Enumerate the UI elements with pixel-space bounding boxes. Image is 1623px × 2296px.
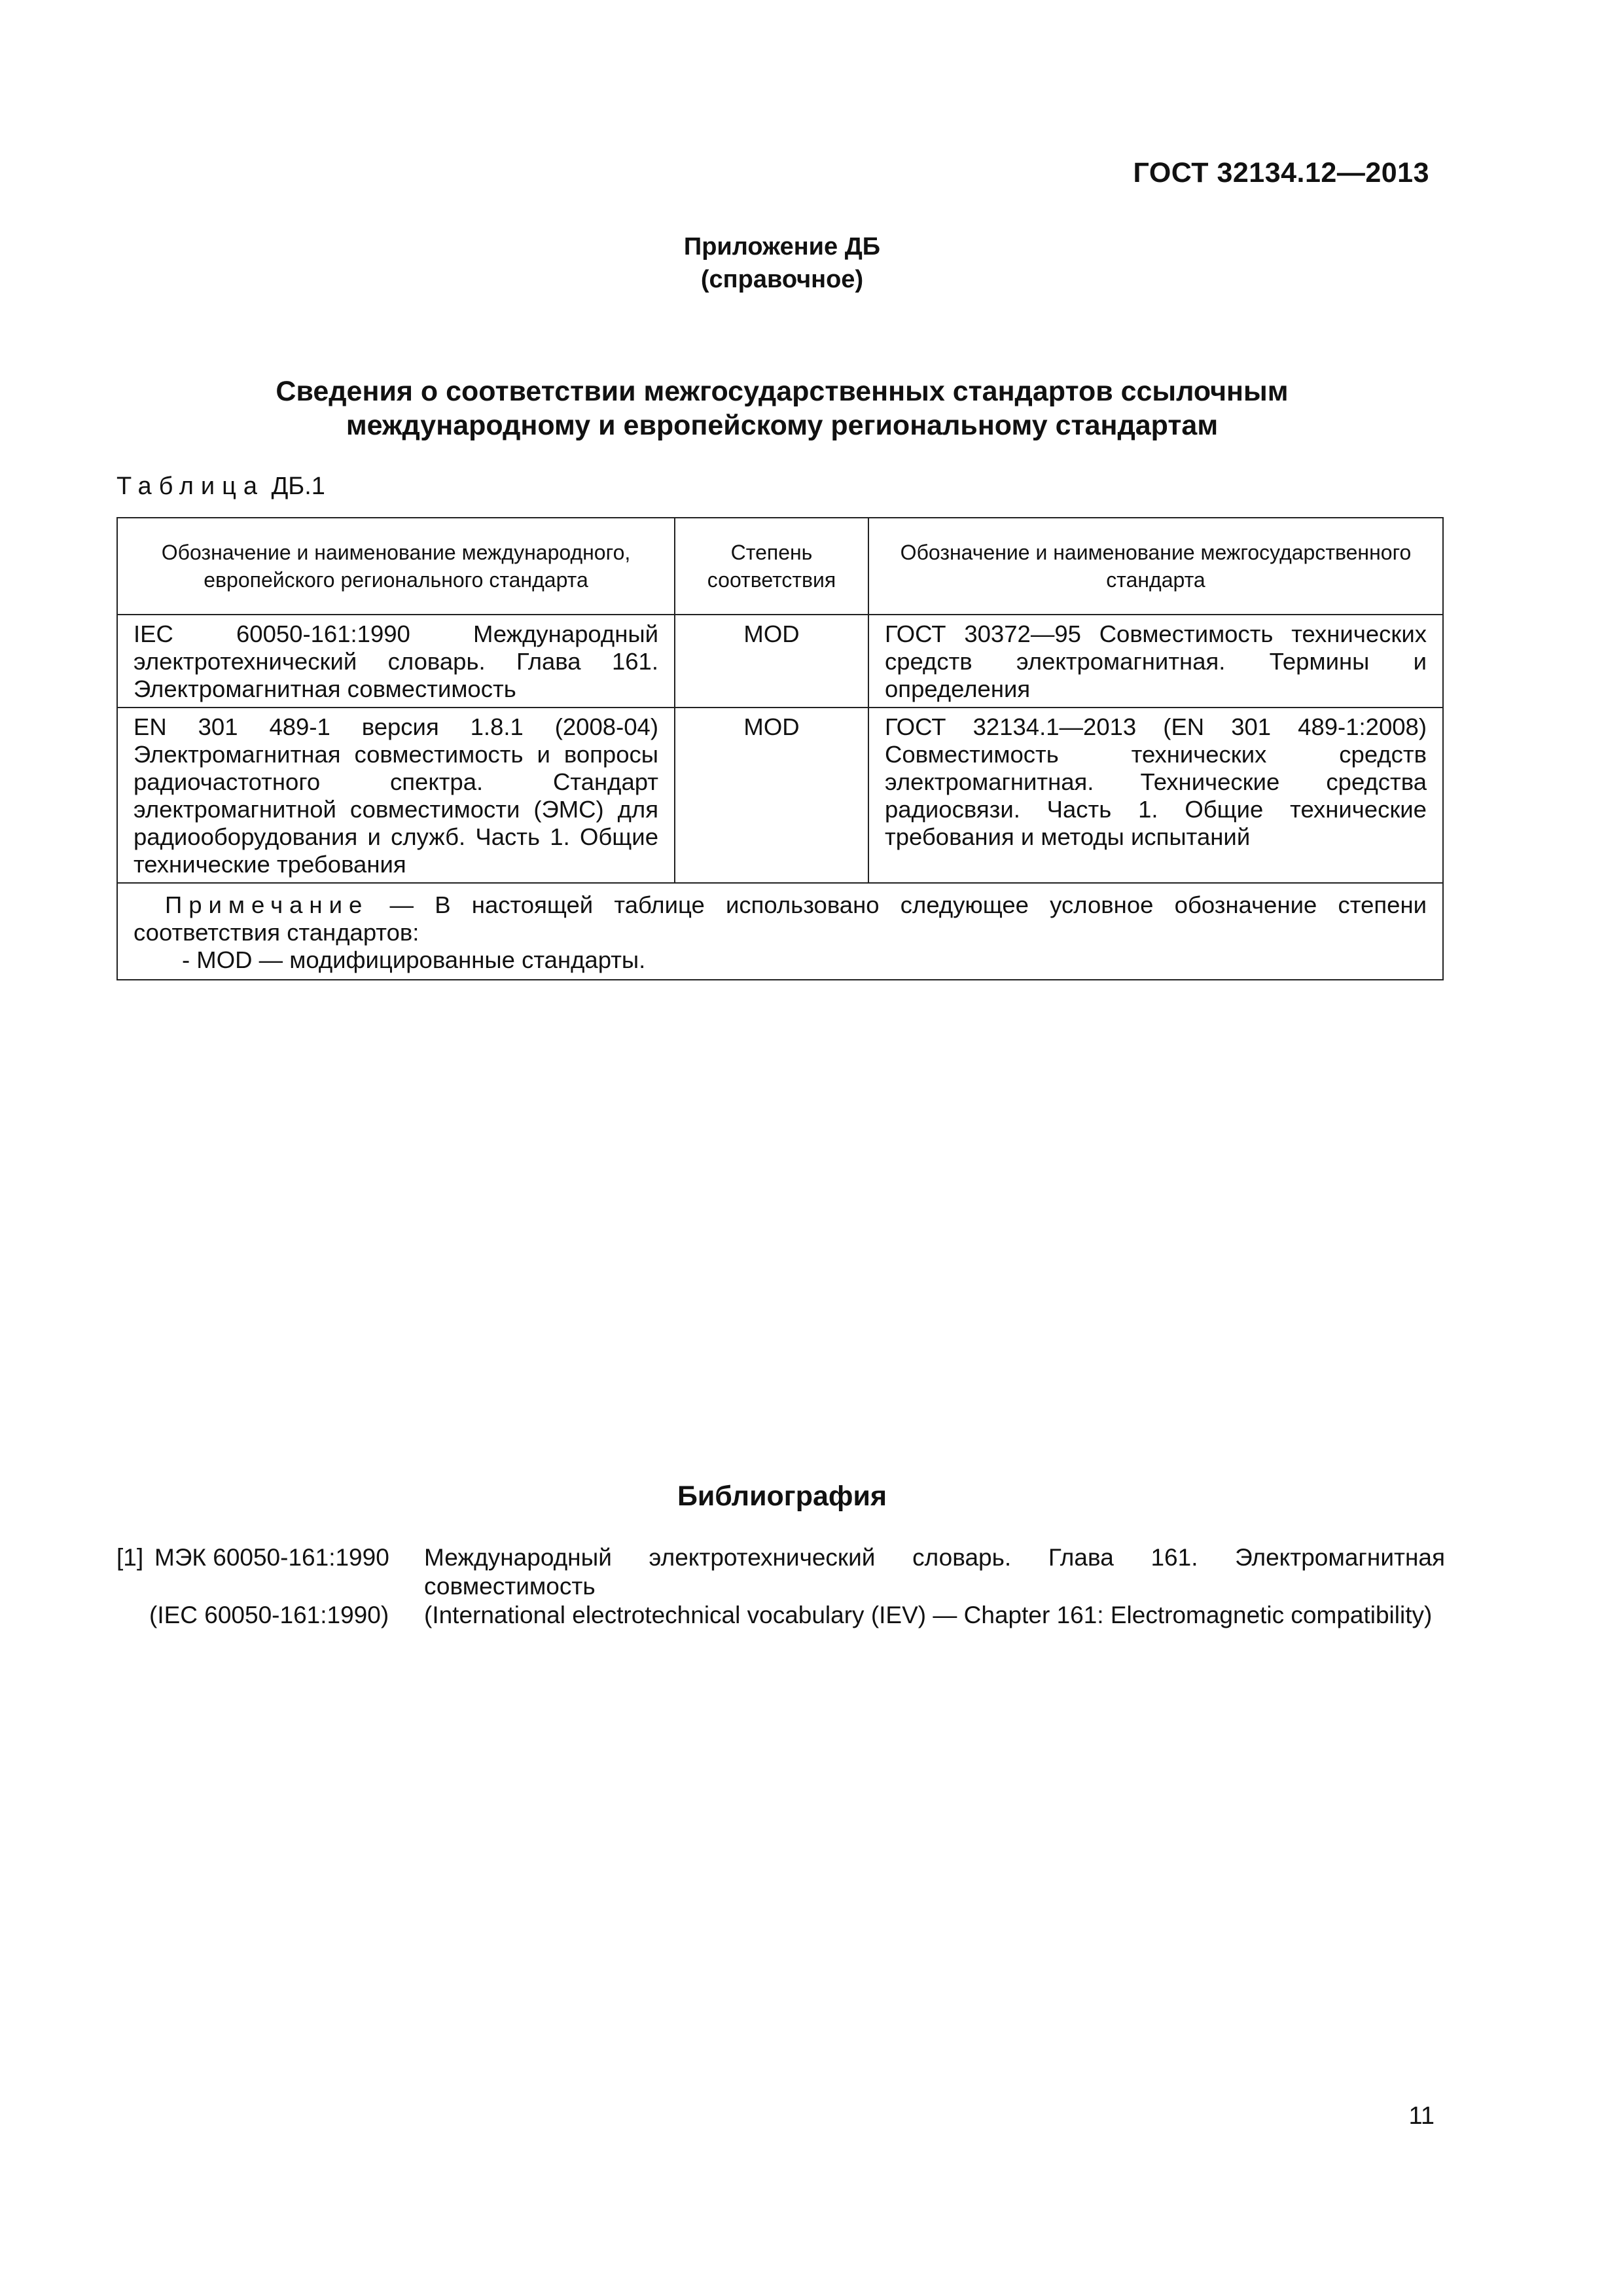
table-note-row (117, 883, 1443, 980)
appendix-heading (0, 230, 1564, 296)
section-title (0, 374, 1564, 442)
cell-international: EN 301 489-1 версия 1.8.1 (2008-04) Электромагнитная совместимость и вопросы радиочастотного спектра. Стандарт электромагнитной совместимости (ЭМС) для радиооборудования и служб. Часть 1. Общие технические требования (117, 708, 675, 883)
section-title-line-2: международному и европейскому региональному стандартам (346, 410, 1219, 441)
document-id: ГОСТ 32134.12—2013 (1133, 157, 1429, 188)
table-row (117, 708, 1443, 883)
table-note (117, 883, 1443, 980)
section-title-line-1: Сведения о соответствии межгосударственных стандартов ссылочным (276, 376, 1289, 407)
bibliography-entry-alt (116, 1601, 1445, 1630)
header-degree: Степень соответствия (675, 518, 868, 615)
entry-text-alt: (International electrotechnical vocabulary (IEV) — Chapter 161: Electromagnetic compatibility) (424, 1602, 1433, 1628)
bibliography-entry (116, 1543, 1445, 1601)
bibliography-list (116, 1543, 1445, 1630)
appendix-title: Приложение ДБ (683, 233, 881, 260)
table-caption (116, 473, 325, 501)
entry-code: МЭК 60050-161:1990 (154, 1544, 389, 1571)
note-item: - MOD — модифицированные стандарты. (182, 946, 646, 973)
cell-interstate: ГОСТ 30372—95 Совместимость технических средств электромагнитная. Термины и определения (868, 615, 1443, 708)
appendix-subtitle: (справочное) (700, 266, 864, 293)
entry-text: Международный электротехнический словарь. Глава 161. Электромагнитная совместимость (424, 1544, 1445, 1600)
cell-degree: MOD (675, 615, 868, 708)
note-text: — В настоящей таблице использовано следующее условное обозначение степени соответствия стандартов: (134, 891, 1427, 946)
cell-international: IEC 60050-161:1990 Международный электротехнический словарь. Глава 161. Электромагнитная совместимость (117, 615, 675, 708)
bibliography-title: Библиография (677, 1480, 887, 1512)
table-caption-number: ДБ.1 (271, 473, 325, 500)
correspondence-table (116, 517, 1444, 980)
cell-interstate: ГОСТ 32134.1—2013 (EN 301 489-1:2008) Совместимость технических средств электромагнитная. Технические средства радиосвязи. Часть 1. Общие технические требования и методы испытаний (868, 708, 1443, 883)
header-international-standard: Обозначение и наименование международного, европейского регионального стандарта (117, 518, 675, 615)
entry-number: [1] (116, 1544, 144, 1571)
cell-degree: MOD (675, 708, 868, 883)
header-interstate-standard: Обозначение и наименование межгосударственного стандарта (868, 518, 1443, 615)
table-caption-label: Таблица (116, 473, 264, 500)
entry-code-alt: (IEC 60050-161:1990) (149, 1602, 389, 1628)
page-number: 11 (1408, 2102, 1435, 2130)
table-row (117, 615, 1443, 708)
note-label: Примечание (165, 891, 369, 918)
table-header-row (117, 518, 1443, 615)
